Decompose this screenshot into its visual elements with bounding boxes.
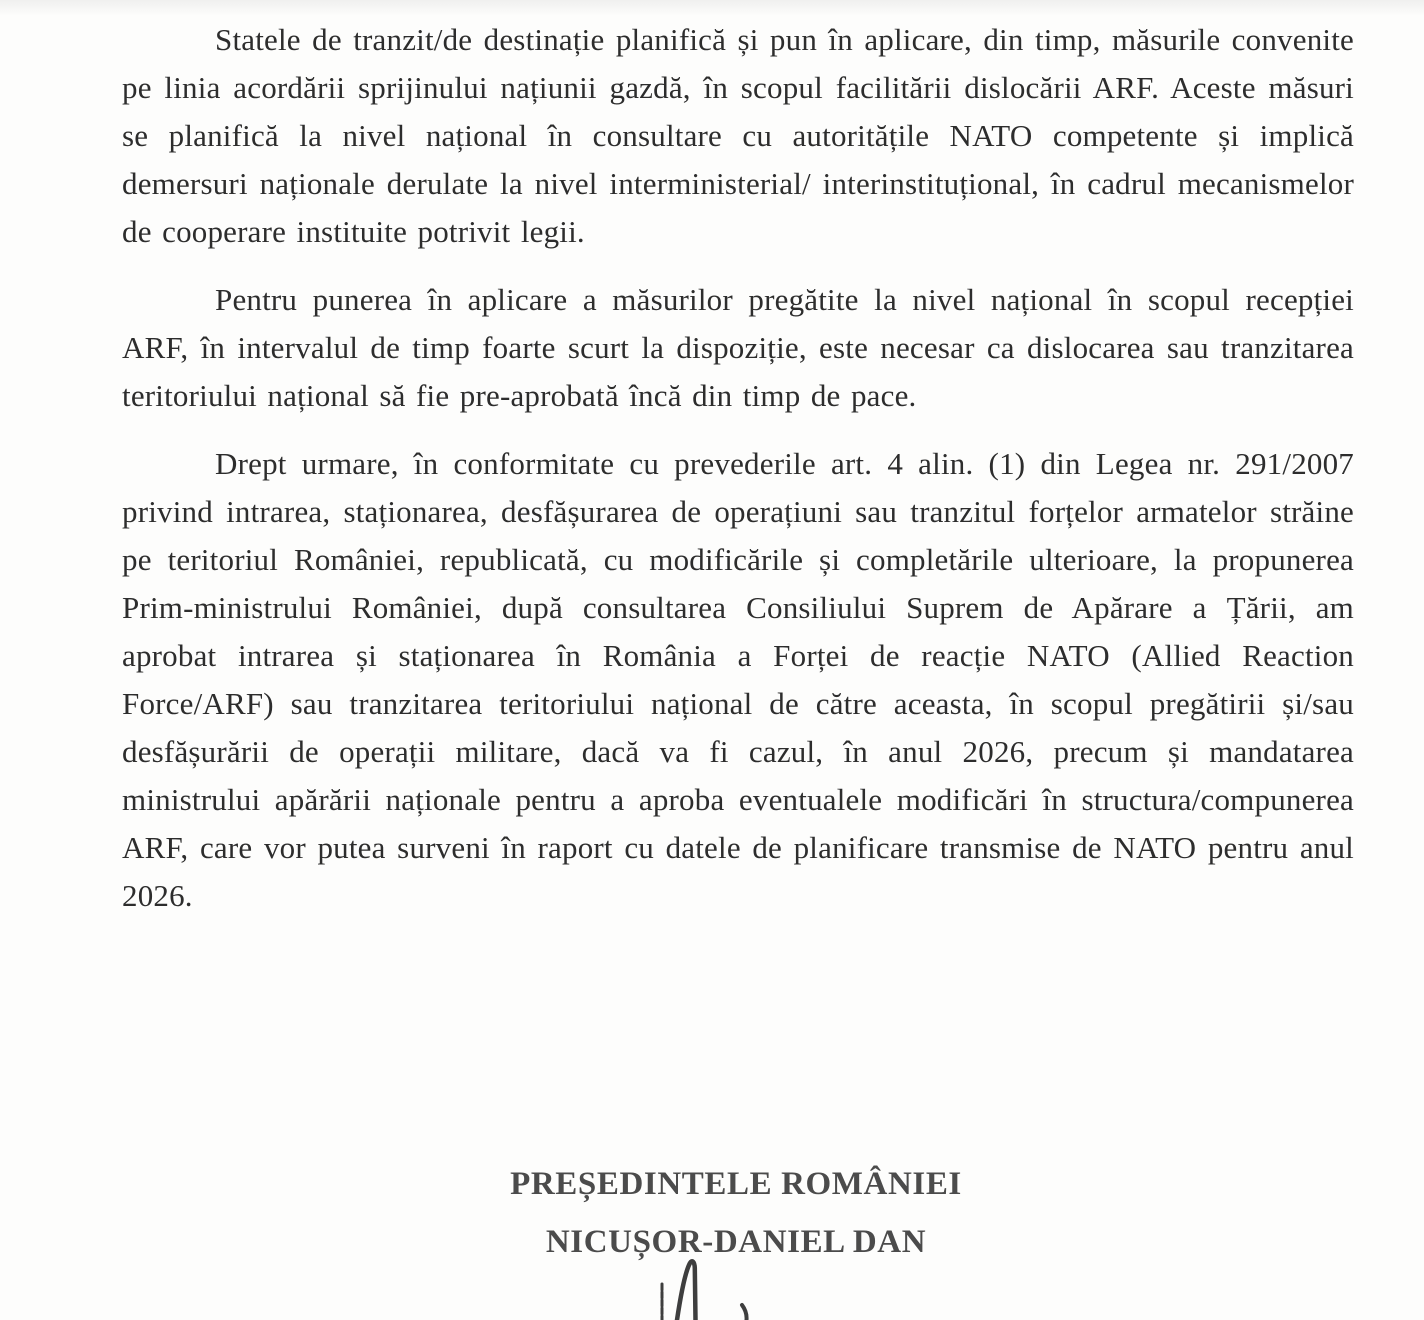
document-body: [122, 16, 1354, 940]
paragraph-host-nation-support: Statele de tranzit/de destinație planifică și pun în aplicare, din timp, măsurile convenite pe linia acordării sprijinului națiunii gazdă, în scopul facilitării dislocării ARF. Aceste măsuri se planifică la nivel național în consultare cu autoritățile NATO competente și implică demersuri naționale derulate la nivel interministerial/ interinstituțional, în cadrul mecanismelor de cooperare instituite potrivit legii.: [122, 22, 1354, 249]
paragraph-legal-decision: Drept urmare, în conformitate cu prevederile art. 4 alin. (1) din Legea nr. 291/2007 privind intrarea, staționarea, desfășurarea de operațiuni sau tranzitul forțelor armatelor străine pe teritoriul României, republicată, cu modificările și completările ulterioare, la propunerea Prim-ministrului României, după consultarea Consiliului Suprem de Apărare a Țării, am aprobat intrarea și staționarea în România a Forței de reacție NATO (Allied Reaction Force/ARF) sau tranzitarea teritoriului național de către aceasta, în scopul pregătirii și/sau desfășurării de operații militare, dacă va fi cazul, în anul 2026, precum și mandatarea ministrului apărării naționale pentru a aproba eventualele modificări în structura/compunerea ARF, care vor putea surveni în raport cu datele de planificare transmise de NATO pentru anul 2026.: [122, 446, 1354, 913]
paragraph-pre-approval: Pentru punerea în aplicare a măsurilor pregătite la nivel național în scopul recepției ARF, în intervalul de timp foarte scurt la dispoziție, este necesar ca dislocarea sau tranzitarea teritoriului național să fie pre-aprobată încă din timp de pace.: [122, 282, 1354, 413]
scan-edge-shadow: [0, 0, 1424, 16]
handwritten-signature-icon: [610, 1256, 790, 1320]
signatory-name: NICUȘOR-DANIEL DAN: [545, 1224, 927, 1260]
signatory-title: PREȘEDINTELE ROMÂNIEI: [510, 1166, 962, 1202]
signature-block: [48, 1164, 1424, 1262]
